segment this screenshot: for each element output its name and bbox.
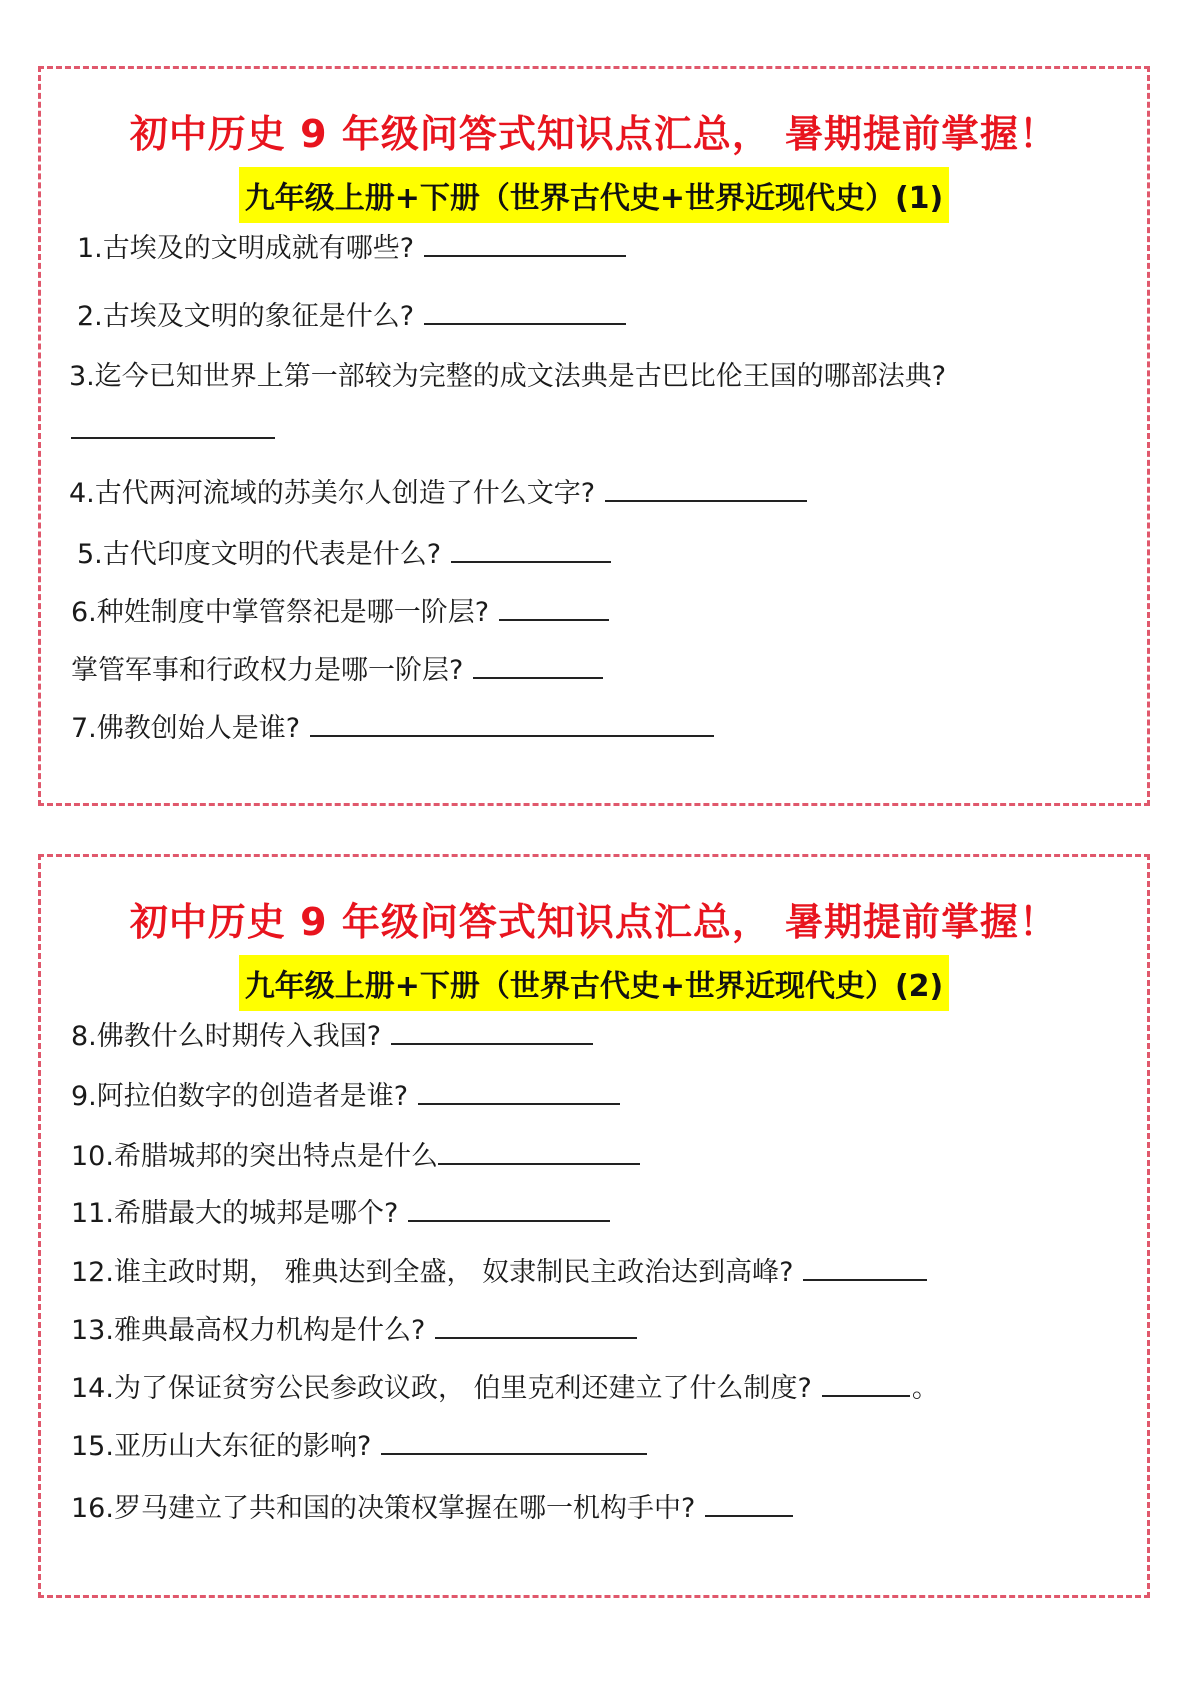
answer-blank[interactable] — [418, 1077, 620, 1105]
answer-blank[interactable] — [424, 297, 626, 325]
card-subtitle: 九年级上册+下册（世界古代史+世界近现代史）(2) — [239, 955, 950, 1011]
card-title: 初中历史 9 年级问答式知识点汇总， 暑期提前掌握！ — [129, 900, 1059, 944]
card-title: 初中历史 9 年级问答式知识点汇总， 暑期提前掌握！ — [129, 112, 1059, 156]
worksheet-card-1 — [38, 66, 1150, 806]
question-1 — [77, 229, 626, 267]
question-13 — [71, 1311, 637, 1349]
question-text: 7.佛教创始人是谁? — [71, 713, 301, 744]
answer-blank[interactable] — [438, 1137, 640, 1165]
question-9 — [71, 1077, 620, 1115]
worksheet-card-2 — [38, 854, 1150, 1598]
answer-blank[interactable] — [499, 593, 609, 621]
question-4 — [69, 474, 807, 512]
question-text: 14.为了保证贫穷公民参政议政， 伯里克利还建立了什么制度? — [71, 1373, 812, 1404]
question-text: 6.种姓制度中掌管祭祀是哪一阶层? — [71, 597, 490, 628]
answer-blank[interactable] — [408, 1194, 610, 1222]
question-11 — [71, 1194, 610, 1232]
answer-blank[interactable] — [473, 651, 603, 679]
answer-blank[interactable] — [71, 411, 275, 439]
subtitle-wrap — [41, 955, 1147, 1011]
answer-blank[interactable] — [705, 1489, 793, 1517]
question-16 — [71, 1489, 793, 1527]
question-text: 16.罗马建立了共和国的决策权掌握在哪一机构手中? — [71, 1493, 696, 1524]
question-2 — [77, 297, 626, 335]
answer-blank[interactable] — [435, 1311, 637, 1339]
question-8 — [71, 1017, 593, 1055]
question-12 — [71, 1253, 927, 1291]
answer-blank[interactable] — [822, 1369, 910, 1397]
card-subtitle: 九年级上册+下册（世界古代史+世界近现代史）(1) — [239, 167, 950, 223]
question-text: 13.雅典最高权力机构是什么? — [71, 1315, 426, 1346]
question-text: 8.佛教什么时期传入我国? — [71, 1021, 382, 1052]
question-text: 12.谁主政时期， 雅典达到全盛， 奴隶制民主政治达到高峰? — [71, 1257, 794, 1288]
answer-blank[interactable] — [605, 474, 807, 502]
answer-blank[interactable] — [451, 535, 611, 563]
answer-blank[interactable] — [391, 1017, 593, 1045]
answer-blank[interactable] — [424, 229, 626, 257]
question-14 — [71, 1369, 939, 1407]
question-text: 4.古代两河流域的苏美尔人创造了什么文字? — [69, 478, 596, 509]
question-7 — [71, 709, 714, 747]
question-3 — [69, 359, 946, 395]
question-5 — [77, 535, 611, 573]
answer-blank[interactable] — [310, 709, 714, 737]
question-6 — [71, 593, 609, 631]
question-text: 2.古埃及文明的象征是什么? — [77, 301, 415, 332]
answer-blank[interactable] — [803, 1253, 927, 1281]
question-15 — [71, 1427, 647, 1465]
subtitle-wrap — [41, 167, 1147, 223]
question-text: 掌管军事和行政权力是哪一阶层? — [71, 655, 464, 686]
question-text: 10.希腊城邦的突出特点是什么 — [71, 1141, 438, 1172]
question-text: 9.阿拉伯数字的创造者是谁? — [71, 1081, 409, 1112]
question-text: 1.古埃及的文明成就有哪些? — [77, 233, 415, 264]
answer-blank[interactable] — [381, 1427, 647, 1455]
question-text: 11.希腊最大的城邦是哪个? — [71, 1198, 399, 1229]
question-10 — [71, 1137, 640, 1175]
question-6b — [71, 651, 603, 689]
question-text: 3.迄今已知世界上第一部较为完整的成文法典是古巴比伦王国的哪部法典? — [69, 361, 947, 392]
question-suffix: 。 — [911, 1373, 939, 1404]
question-text: 5.古代印度文明的代表是什么? — [77, 539, 442, 570]
question-text: 15.亚历山大东征的影响? — [71, 1431, 372, 1462]
